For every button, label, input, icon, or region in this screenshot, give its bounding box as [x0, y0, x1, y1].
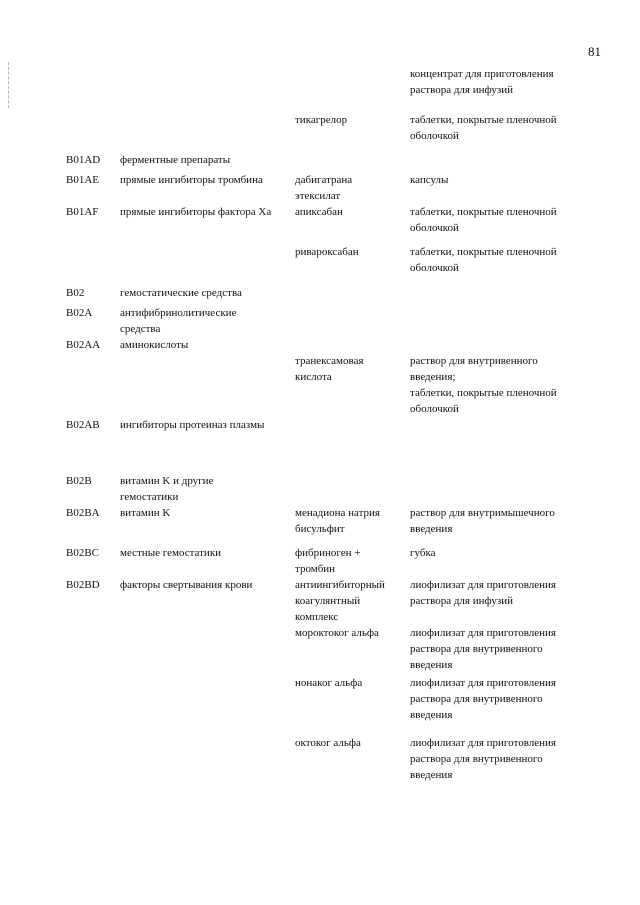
row-code: B02BD [66, 579, 100, 591]
page-number: 81 [588, 44, 601, 59]
row-dosage-form: губка [410, 547, 436, 559]
row-group-name: местные гемостатики [120, 547, 222, 559]
row-code: B02 [66, 287, 85, 299]
row-dosage-form: таблетки, покрытые пленочной оболочкой [410, 246, 557, 274]
row-drug-name: апиксабан [295, 206, 343, 218]
row-drug-name: мороктоког альфа [295, 627, 379, 639]
row-group-name: витамин K [120, 507, 171, 519]
row-group-name: ферментные препараты [120, 154, 231, 166]
row-group-name: факторы свертывания крови [120, 579, 253, 591]
row-dosage-form: лиофилизат для приготовления раствора для внутривенного введения [410, 677, 556, 721]
row-code: B01AF [66, 206, 99, 218]
row-dosage-form: раствор для внутривенного введения; таблетки, покрытые пленочной оболочкой [410, 355, 557, 415]
row-code: B02BC [66, 547, 100, 559]
row-dosage-form: лиофилизат для приготовления раствора для внутривенного введения [410, 627, 556, 671]
row-drug-name: менадиона натрия бисульфит [295, 507, 380, 535]
row-group-name: ингибиторы протеиназ плазмы [120, 419, 265, 431]
row-group-name: витамин K и другие гемостатики [120, 475, 214, 503]
row-code: B02AA [66, 339, 101, 351]
row-group-name: антифибринолитические средства [120, 307, 237, 335]
row-drug-name: ривароксабан [295, 246, 359, 258]
row-code: B02A [66, 307, 93, 319]
row-group-name: аминокислоты [120, 339, 189, 351]
row-dosage-form: капсулы [410, 174, 449, 186]
row-dosage-form: раствор для внутримышечного введения [410, 507, 555, 535]
row-code: B02B [66, 475, 92, 487]
row-drug-name: фибриноген + тромбин [295, 547, 361, 575]
row-group-name: прямые ингибиторы фактора Xa [120, 206, 272, 218]
row-drug-name: транексамовая кислота [295, 355, 364, 383]
row-code: B01AE [66, 174, 99, 186]
row-dosage-form: таблетки, покрытые пленочной оболочкой [410, 114, 557, 142]
margin-mark [8, 62, 10, 108]
row-dosage-form: концентрат для приготовления раствора для инфузий [410, 68, 554, 96]
row-code: B02AB [66, 419, 100, 431]
row-dosage-form: лиофилизат для приготовления раствора для внутривенного введения [410, 737, 556, 781]
row-drug-name: антиингибиторный коагулянтный комплекс [295, 579, 385, 623]
row-dosage-form: лиофилизат для приготовления раствора для инфузий [410, 579, 556, 607]
row-dosage-form: таблетки, покрытые пленочной оболочкой [410, 206, 557, 234]
row-group-name: прямые ингибиторы тромбина [120, 174, 263, 186]
row-drug-name: нонаког альфа [295, 677, 363, 689]
row-drug-name: тикагрелор [295, 114, 348, 126]
row-code: B02BA [66, 507, 100, 519]
row-drug-name: октоког альфа [295, 737, 361, 749]
row-code: B01AD [66, 154, 101, 166]
row-drug-name: дабигатрана этексилат [295, 174, 353, 202]
row-group-name: гемостатические средства [120, 287, 242, 299]
